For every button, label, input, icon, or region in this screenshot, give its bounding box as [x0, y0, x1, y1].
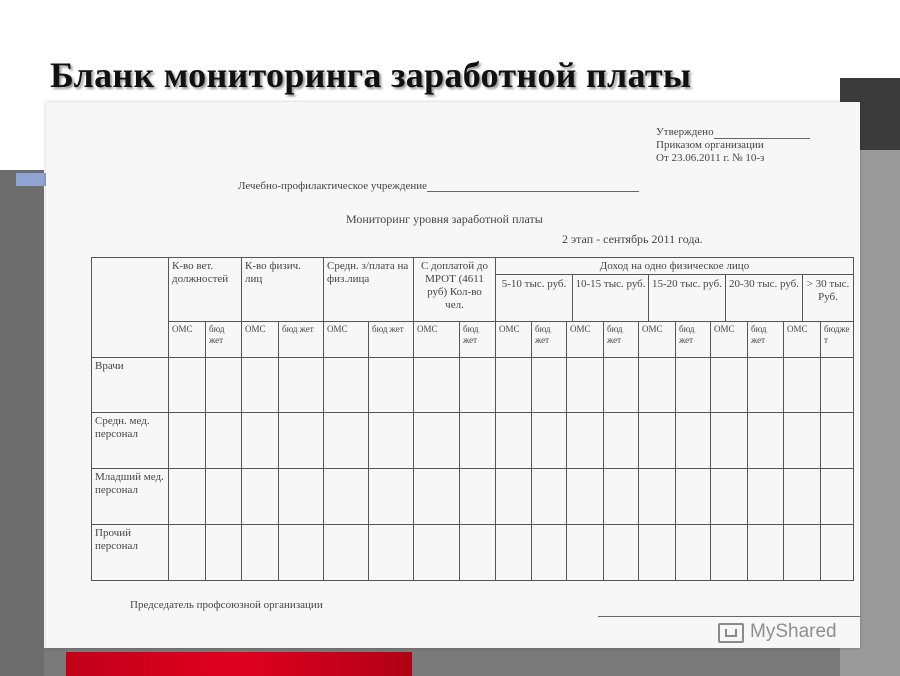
- sub-oms: ОМС: [169, 322, 206, 358]
- chairman-label: Председатель профсоюзной организации: [130, 599, 323, 611]
- sub-oms: ОМС: [711, 322, 748, 358]
- institution-label: Лечебно-профилактическое учреждение: [238, 180, 427, 192]
- col-header-positions: К-во вет. должностей: [169, 258, 242, 322]
- row-label-junior-staff: Младший мед. персонал: [92, 469, 169, 525]
- approval-line-3: От 23.06.2011 г. № 10-з: [656, 152, 765, 164]
- income-range-2: 10-15 тыс. руб.: [573, 275, 649, 321]
- scanned-form: [46, 102, 860, 648]
- sub-budget: бюд жет: [532, 322, 567, 358]
- sub-budget: бюд жет: [676, 322, 711, 358]
- form-heading: Мониторинг уровня заработной платы: [346, 212, 543, 226]
- slide-title: Бланк мониторинга заработной платы: [50, 55, 692, 95]
- sub-budget: бюд жет: [369, 322, 414, 358]
- sub-budget: бюд жет: [460, 322, 496, 358]
- income-range-5: > 30 тыс. Руб.: [806, 278, 850, 303]
- blue-accent-bar: [16, 173, 46, 186]
- income-group-header: Доход на одно физическое лицо: [496, 258, 853, 275]
- sub-oms: ОМС: [496, 322, 532, 358]
- approval-line-1: Утверждено: [656, 126, 714, 138]
- sub-oms: ОМС: [414, 322, 460, 358]
- presentation-board-icon: [718, 623, 744, 643]
- sub-oms: ОМС: [324, 322, 369, 358]
- institution-fill-line: [427, 191, 639, 192]
- income-range-1: 5-10 тыс. руб.: [496, 275, 573, 321]
- row-header-corner: [92, 258, 169, 358]
- sub-budget: бюд жет: [748, 322, 784, 358]
- monitoring-table: [91, 257, 854, 581]
- sub-budget: бюд жет: [604, 322, 639, 358]
- income-group-cell: [496, 258, 854, 322]
- sub-oms: ОМС: [567, 322, 604, 358]
- sub-oms: ОМС: [639, 322, 676, 358]
- sub-oms: ОМС: [242, 322, 279, 358]
- sub-oms: ОМС: [784, 322, 821, 358]
- bottom-decoration-red: [66, 652, 412, 676]
- institution-row: [238, 180, 639, 192]
- sub-budget: бюд жет: [206, 322, 242, 358]
- income-range-3: 15-20 тыс. руб.: [649, 275, 726, 321]
- approval-line-2: Приказом организации: [656, 139, 764, 151]
- watermark-text: MyShared: [750, 621, 837, 642]
- approval-block: [656, 126, 810, 165]
- chairman-signature-line: [598, 616, 860, 617]
- col-header-persons: К-во физич. лиц: [242, 258, 324, 322]
- col-header-avg-salary: Средн. з/плата на физ.лица: [324, 258, 414, 322]
- row-label-doctors: Врачи: [92, 358, 169, 413]
- sub-budget: бюд жет: [279, 322, 324, 358]
- mysharer-watermark: [718, 620, 868, 646]
- col-header-mrot: С доплатой до МРОТ (4611 руб) Кол-во чел.: [414, 258, 496, 322]
- sub-budget: бюдже т: [821, 322, 854, 358]
- left-decoration-gap: [0, 90, 44, 170]
- income-range-4: 20-30 тыс. руб.: [726, 275, 803, 321]
- row-label-mid-staff: Средн. мед. персонал: [92, 413, 169, 469]
- form-period: 2 этап - сентябрь 2011 года.: [562, 232, 703, 246]
- row-label-other-staff: Прочий персонал: [92, 525, 169, 581]
